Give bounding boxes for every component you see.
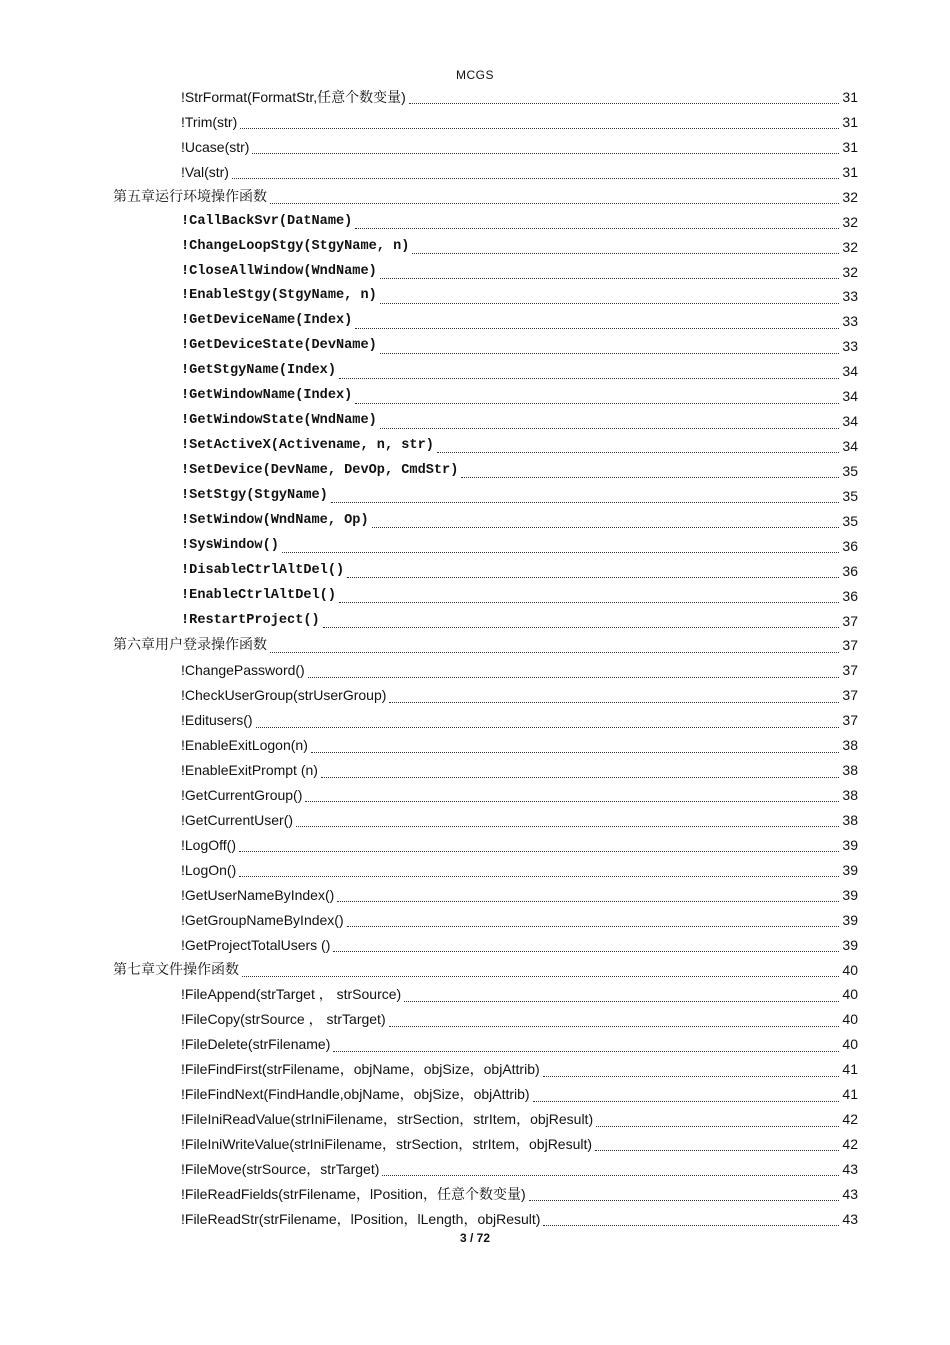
toc-page-number: 34 (842, 413, 858, 430)
toc-entry-title: !EnableExitPrompt (n) (181, 762, 318, 779)
dot-leader (389, 701, 839, 703)
toc-page-number: 33 (842, 313, 858, 330)
dot-leader (270, 651, 839, 653)
dot-leader (382, 1174, 839, 1176)
toc-entry-title: !FileReadFields(strFilename，lPosition，任意个数变量) (181, 1185, 526, 1202)
dot-leader (380, 427, 839, 429)
toc-page-number: 39 (842, 936, 858, 953)
dot-leader (409, 102, 839, 104)
toc-page-number: 37 (842, 662, 858, 679)
toc-entry-title: !SetActiveX(Activename, n, str) (181, 438, 434, 454)
dot-leader (323, 626, 839, 628)
toc-entry-title: !GetCurrentGroup() (181, 787, 303, 804)
toc-page-number: 40 (842, 961, 858, 978)
dot-leader (596, 1125, 839, 1127)
toc-entry[interactable] (181, 484, 858, 509)
toc-entry[interactable] (181, 708, 858, 733)
toc-entry[interactable] (181, 783, 858, 808)
toc-entry-title: !CheckUserGroup(strUserGroup) (181, 687, 387, 704)
toc-entry-title: !FileReadStr(strFilename，lPosition，lLength，objResult) (181, 1210, 541, 1227)
dot-leader (239, 875, 839, 877)
dot-leader (308, 676, 839, 678)
toc-entry[interactable] (181, 609, 858, 634)
dot-leader (437, 451, 839, 453)
toc-entry[interactable] (181, 559, 858, 584)
toc-page-number: 40 (842, 1011, 858, 1028)
toc-entry-title: 第七章文件操作函数 (113, 961, 239, 978)
toc-entry[interactable] (181, 509, 858, 534)
toc-entry[interactable] (181, 1007, 858, 1032)
dot-leader (311, 751, 839, 753)
toc-page-number: 40 (842, 1036, 858, 1053)
toc-entry[interactable] (181, 908, 858, 933)
toc-page-number: 31 (842, 138, 858, 155)
dot-leader (529, 1199, 839, 1201)
dot-leader (331, 501, 839, 503)
toc-chapter-entry[interactable] (113, 633, 858, 658)
toc-page-number: 34 (842, 438, 858, 455)
toc-page-number: 31 (842, 89, 858, 105)
toc-entry-title: !FileDelete(strFilename) (181, 1036, 331, 1053)
dot-leader (282, 551, 839, 553)
dot-leader (355, 402, 839, 404)
toc-entry[interactable] (181, 833, 858, 858)
dot-leader (380, 302, 839, 304)
toc-entry-title: !LogOn() (181, 861, 237, 878)
toc-page-number: 32 (842, 188, 858, 205)
toc-page-number: 40 (842, 986, 858, 1003)
toc-entry[interactable] (181, 210, 858, 235)
toc-page-number: 37 (842, 712, 858, 729)
toc-entry-title: !FileFindFirst(strFilename，objName，objSize，objAttrib) (181, 1061, 540, 1078)
dot-leader (355, 227, 839, 229)
toc-entry[interactable] (181, 459, 858, 484)
dot-leader (339, 601, 839, 603)
dot-leader (389, 1025, 839, 1027)
toc-page-number: 34 (842, 363, 858, 380)
dot-leader (232, 177, 839, 179)
dot-leader (595, 1149, 839, 1151)
toc-page-number: 33 (842, 338, 858, 355)
toc-page-number: 42 (842, 1111, 858, 1128)
toc-entry[interactable] (181, 309, 858, 334)
toc-entry-title: !SysWindow() (181, 537, 279, 553)
toc-entry-title: !LogOff() (181, 836, 236, 853)
dot-leader (333, 1050, 839, 1052)
toc-entry-title: !GetWindowState(WndName) (181, 413, 377, 429)
toc-entry[interactable] (181, 409, 858, 434)
toc-entry[interactable] (181, 160, 858, 185)
toc-entry-title: !FileMove(strSource，strTarget) (181, 1160, 380, 1177)
toc-entry-title: !EnableStgy(StgyName, n) (181, 288, 377, 304)
toc-page-number: 36 (842, 587, 858, 604)
dot-leader (256, 726, 839, 728)
dot-leader (347, 925, 839, 927)
toc-entry-title: !GetProjectTotalUsers () (181, 936, 331, 953)
toc-entry-title: !GetWindowName(Index) (181, 388, 353, 404)
toc-entry-title: !FileCopy(strSource ， strTarget) (181, 1011, 386, 1028)
toc-entry-title: !GetStgyName(Index) (181, 363, 336, 379)
dot-leader (339, 377, 839, 379)
toc-entry-title: !Trim(str) (181, 113, 238, 130)
dot-leader (321, 776, 839, 778)
toc-page-number: 35 (842, 462, 858, 479)
toc-chapter-entry[interactable] (113, 958, 858, 983)
toc-entry-title: !EnableExitLogon(n) (181, 737, 308, 754)
toc-page-number: 43 (842, 1185, 858, 1202)
toc-entry[interactable] (181, 1107, 858, 1132)
dot-leader (533, 1100, 839, 1102)
toc-entry[interactable] (181, 858, 858, 883)
toc-entry-title: !FileFindNext(FindHandle,objName，objSize，objAttrib) (181, 1086, 530, 1103)
toc-page-number: 39 (842, 836, 858, 853)
toc-entry[interactable] (181, 658, 858, 683)
toc-entry[interactable] (181, 284, 858, 309)
toc-entry-title: !GetDeviceName(Index) (181, 313, 353, 329)
toc-entry[interactable] (181, 1057, 858, 1082)
toc-page-number: 33 (842, 288, 858, 305)
toc-page-number: 39 (842, 911, 858, 928)
toc-entry-title: !RestartProject() (181, 612, 320, 628)
toc-page-number: 32 (842, 238, 858, 255)
toc-entry[interactable] (181, 733, 858, 758)
toc-entry[interactable] (181, 1207, 858, 1232)
toc-entry[interactable] (181, 85, 858, 110)
toc-page-number: 35 (842, 487, 858, 504)
toc-entry-title: !SetWindow(WndName, Op) (181, 512, 369, 528)
toc-page-number: 39 (842, 886, 858, 903)
toc-entry-title: !GetGroupNameByIndex() (181, 911, 344, 928)
dot-leader (240, 127, 839, 129)
toc-entry-title: !FileIniWriteValue(strIniFilename，strSection，strItem，objResult) (181, 1136, 593, 1153)
toc-entry[interactable] (181, 384, 858, 409)
toc-entry[interactable] (181, 1182, 858, 1207)
toc-page-number: 31 (842, 163, 858, 180)
dot-leader (372, 526, 839, 528)
toc-entry-title: !ChangeLoopStgy(StgyName, n) (181, 238, 410, 254)
toc-entry-title: 第六章用户登录操作函数 (113, 637, 267, 654)
dot-leader (380, 352, 839, 354)
toc-entry[interactable] (181, 1157, 858, 1182)
toc-entry-title: !Ucase(str) (181, 138, 250, 155)
dot-leader (543, 1075, 839, 1077)
toc-page-number: 38 (842, 811, 858, 828)
toc-page-number: 32 (842, 213, 858, 230)
toc-entry-title: !GetCurrentUser() (181, 811, 294, 828)
toc-page-number: 38 (842, 762, 858, 779)
toc-entry[interactable] (181, 584, 858, 609)
toc-entry[interactable] (181, 982, 858, 1007)
toc-page-number: 39 (842, 861, 858, 878)
dot-leader (337, 900, 839, 902)
toc-page-number: 31 (842, 113, 858, 130)
toc-entry-title: !GetDeviceState(DevName) (181, 338, 377, 354)
dot-leader (333, 950, 839, 952)
toc-entry[interactable] (181, 883, 858, 908)
toc-entry[interactable] (181, 758, 858, 783)
toc-entry[interactable] (181, 933, 858, 958)
toc-entry-title: 第五章运行环境操作函数 (113, 188, 267, 205)
dot-leader (355, 327, 839, 329)
toc-page-number: 43 (842, 1210, 858, 1227)
toc-entry[interactable] (181, 334, 858, 359)
toc-entry-title: !ChangePassword() (181, 662, 305, 679)
toc-page-number: 38 (842, 737, 858, 754)
dot-leader (412, 252, 839, 254)
dot-leader (239, 850, 839, 852)
toc-page-number: 42 (842, 1136, 858, 1153)
toc-page-number: 32 (842, 263, 858, 280)
toc-page-number: 34 (842, 388, 858, 405)
page-number-footer: 3 / 72 (459, 1231, 491, 1245)
dot-leader (305, 800, 839, 802)
toc-entry-title: !FileAppend(strTarget ， strSource) (181, 986, 402, 1003)
toc-page-number: 37 (842, 687, 858, 704)
toc-entry-title: !CloseAllWindow(WndName) (181, 263, 377, 279)
toc-page-number: 38 (842, 787, 858, 804)
toc-entry[interactable] (181, 683, 858, 708)
toc-entry[interactable] (181, 1032, 858, 1057)
toc-page-number: 35 (842, 512, 858, 529)
toc-entry[interactable] (181, 260, 858, 285)
toc-entry[interactable] (181, 534, 858, 559)
toc-entry[interactable] (181, 235, 858, 260)
toc-entry-title: !GetUserNameByIndex() (181, 886, 335, 903)
toc-entry-title: !DisableCtrlAltDel() (181, 562, 345, 578)
toc-entry-title: !SetDevice(DevName, DevOp, CmdStr) (181, 462, 459, 478)
dot-leader (380, 277, 839, 279)
toc-page-number: 36 (842, 562, 858, 579)
dot-leader (404, 1000, 839, 1002)
toc-entry[interactable] (181, 808, 858, 833)
toc-page-number: 37 (842, 612, 858, 629)
dot-leader (543, 1224, 839, 1226)
toc-page-number: 43 (842, 1160, 858, 1177)
dot-leader (270, 202, 839, 204)
toc-page-number: 41 (842, 1061, 858, 1078)
toc-entry-title: !FileIniReadValue(strIniFilename，strSection，strItem，objResult) (181, 1111, 594, 1128)
toc-entry-title: !SetStgy(StgyName) (181, 487, 328, 503)
toc-entry-title: !Editusers() (181, 712, 253, 729)
toc-entry[interactable] (181, 434, 858, 459)
toc-entry-title: !StrFormat(FormatStr,任意个数变量) (181, 89, 406, 105)
dot-leader (252, 152, 839, 154)
toc-entry-title: !CallBackSvr(DatName) (181, 213, 353, 229)
toc-page-number: 36 (842, 537, 858, 554)
toc-entry[interactable] (181, 135, 858, 160)
toc-entry[interactable] (181, 110, 858, 135)
toc-entry-title: !Val(str) (181, 163, 229, 180)
page-header: MCGS (456, 68, 494, 82)
dot-leader (347, 576, 839, 578)
toc-entry[interactable] (181, 1082, 858, 1107)
toc-chapter-entry[interactable] (113, 185, 858, 210)
toc-entry-title: !EnableCtrlAltDel() (181, 587, 336, 603)
dot-leader (242, 975, 839, 977)
toc-page-number: 37 (842, 637, 858, 654)
toc-entry[interactable] (181, 1132, 858, 1157)
toc-entry[interactable] (181, 359, 858, 384)
dot-leader (296, 825, 839, 827)
toc-page-number: 41 (842, 1086, 858, 1103)
dot-leader (461, 476, 839, 478)
